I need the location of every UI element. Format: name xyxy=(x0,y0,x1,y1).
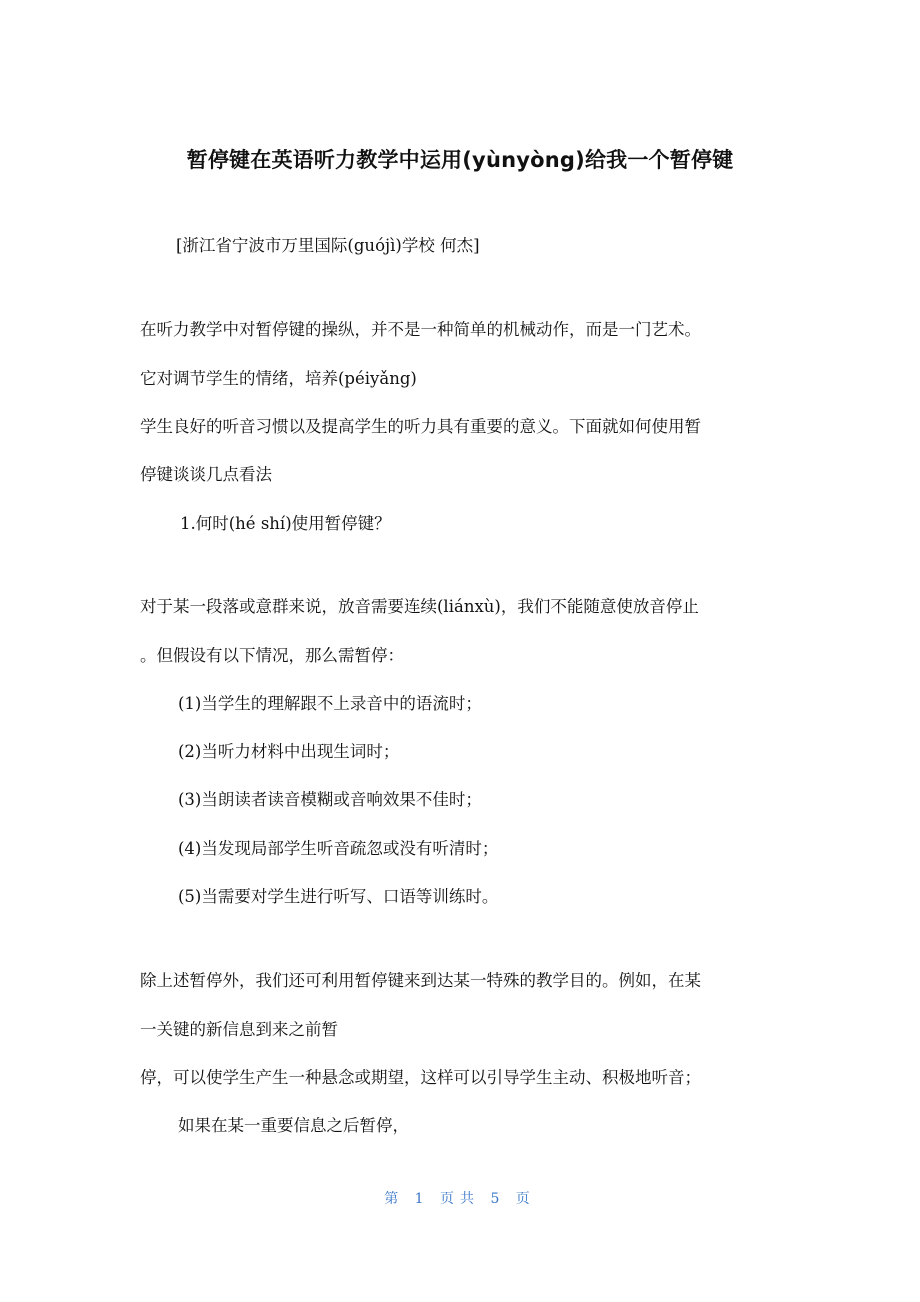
paragraph-line: 停键谈谈几点看法 xyxy=(140,465,272,484)
paragraph-line: 一关键的新信息到来之前暂 xyxy=(140,1020,338,1039)
paragraph-line: 除上述暂停外，我们还可利用暂停键来到达某一特殊的教学目的。例如，在某 xyxy=(140,971,701,990)
list-item: (3)当朗读者读音模糊或音响效果不佳时； xyxy=(178,790,482,809)
list-item: (4)当发现局部学生听音疏忽或没有听清时； xyxy=(178,839,499,858)
list-item: (1)当学生的理解跟不上录音中的语流时； xyxy=(178,694,482,713)
paragraph-line: 它对调节学生的情绪，培养(péiyǎng) xyxy=(140,369,417,388)
page-footer: 第 1 页共 5 页 xyxy=(384,1191,536,1207)
paragraph-line: 如果在某一重要信息之后暂停， xyxy=(178,1116,409,1135)
paragraph-line: 。但假设有以下情况，那么需暂停： xyxy=(140,646,404,665)
page-title: 暂停键在英语听力教学中运用(yùnyòng)给我一个暂停键 xyxy=(186,148,734,172)
section-heading: 1.何时(hé shí)使用暂停键？ xyxy=(180,514,391,533)
paragraph-line: 在听力教学中对暂停键的操纵，并不是一种简单的机械动作，而是一门艺术。 xyxy=(140,320,701,339)
paragraph-line: 学生良好的听音习惯以及提高学生的听力具有重要的意义。下面就如何使用暂 xyxy=(140,417,701,436)
paragraph-line: 停，可以使学生产生一种悬念或期望，这样可以引导学生主动、积极地听音； xyxy=(140,1068,701,1087)
paragraph-line: 对于某一段落或意群来说，放音需要连续(liánxù)，我们不能随意使放音停止 xyxy=(140,597,699,616)
list-item: (2)当听力材料中出现生词时； xyxy=(178,742,400,761)
list-item: (5)当需要对学生进行听写、口语等训练时。 xyxy=(178,887,499,906)
author-line: [浙江省宁波市万里国际(guójì)学校 何杰] xyxy=(176,236,480,255)
